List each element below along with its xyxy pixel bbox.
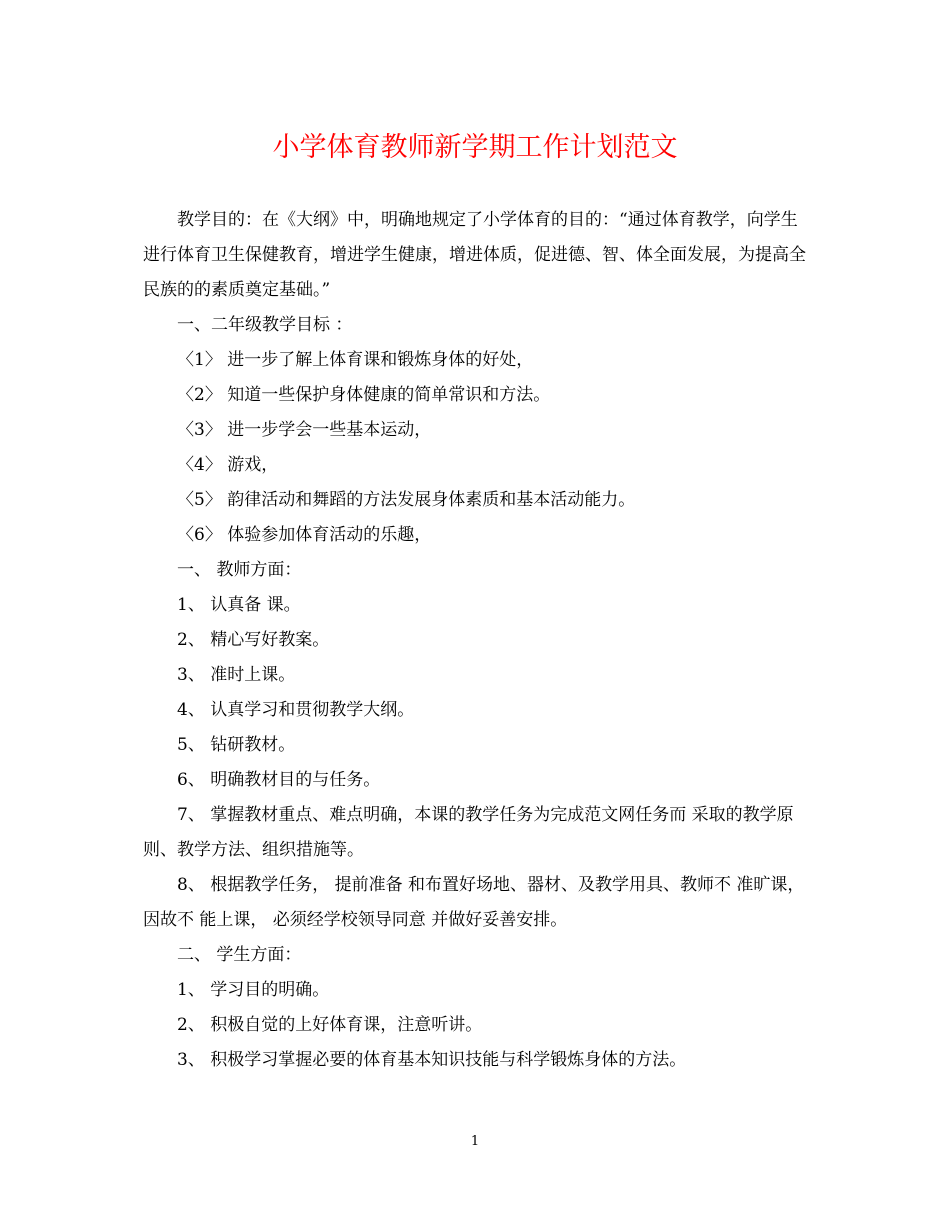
- list-item: 7、 掌握教材重点、难点明确，本课的教学任务为完成范文网任务而 采取的教学原则、教学方法、组织措施等。: [143, 805, 794, 860]
- list-item: 3、 准时上课。: [177, 665, 296, 685]
- list-item: 3、 积极学习掌握必要的体育基本知识技能与科学锻炼身体的方法。: [177, 1050, 687, 1070]
- list-item: 〈4〉 游戏，: [177, 455, 279, 475]
- list-item: 〈6〉 体验参加体育活动的乐趣，: [177, 525, 432, 545]
- paragraph: 一、二年级教学目标 ：: [177, 315, 353, 335]
- list-item: 5、 钻研教材。: [177, 735, 296, 755]
- list-item: 6、 明确教材目的与任务。: [177, 770, 381, 790]
- list-item: 〈5〉 韵律活动和舞蹈的方法发展身体素质和基本活动能力。: [177, 490, 636, 510]
- list-item: 8、 根据教学任务， 提前准备 和布置好场地、器材、及教学用具、教师不 准旷课，因故不 能上课， 必须经学校领导同意 并做好妥善安排。: [143, 875, 805, 930]
- list-item: 〈2〉 知道一些保护身体健康的简单常识和方法。: [177, 385, 551, 405]
- paragraph: 教学目的：在《大纲》中，明确地规定了小学体育的目的：“通过体育教学，向学生进行体育卫生保健教育，增进学生健康，增进体质，促进德、智、体全面发展，为提高全民族的的素质奠定基础。”: [143, 210, 806, 300]
- document-title: 小学体育教师新学期工作计划范文: [272, 132, 678, 163]
- list-item: 4、 认真学习和贯彻教学大纲。: [177, 700, 415, 720]
- list-item: 1、 学习目的明确。: [177, 980, 330, 1000]
- list-item: 〈1〉 进一步了解上体育课和锻炼身体的好处，: [177, 350, 534, 370]
- list-item: 1、 认真备 课。: [177, 595, 301, 615]
- list-item: 〈3〉 进一步学会一些基本运动，: [177, 420, 432, 440]
- section-heading: 一、 教师方面：: [177, 560, 302, 580]
- list-item: 2、 积极自觉的上好体育课，注意听讲。: [177, 1015, 483, 1035]
- list-item: 2、 精心写好教案。: [177, 630, 330, 650]
- page-number: 1: [470, 1134, 480, 1149]
- section-heading: 二、 学生方面：: [177, 945, 302, 965]
- document-body: [143, 203, 813, 1078]
